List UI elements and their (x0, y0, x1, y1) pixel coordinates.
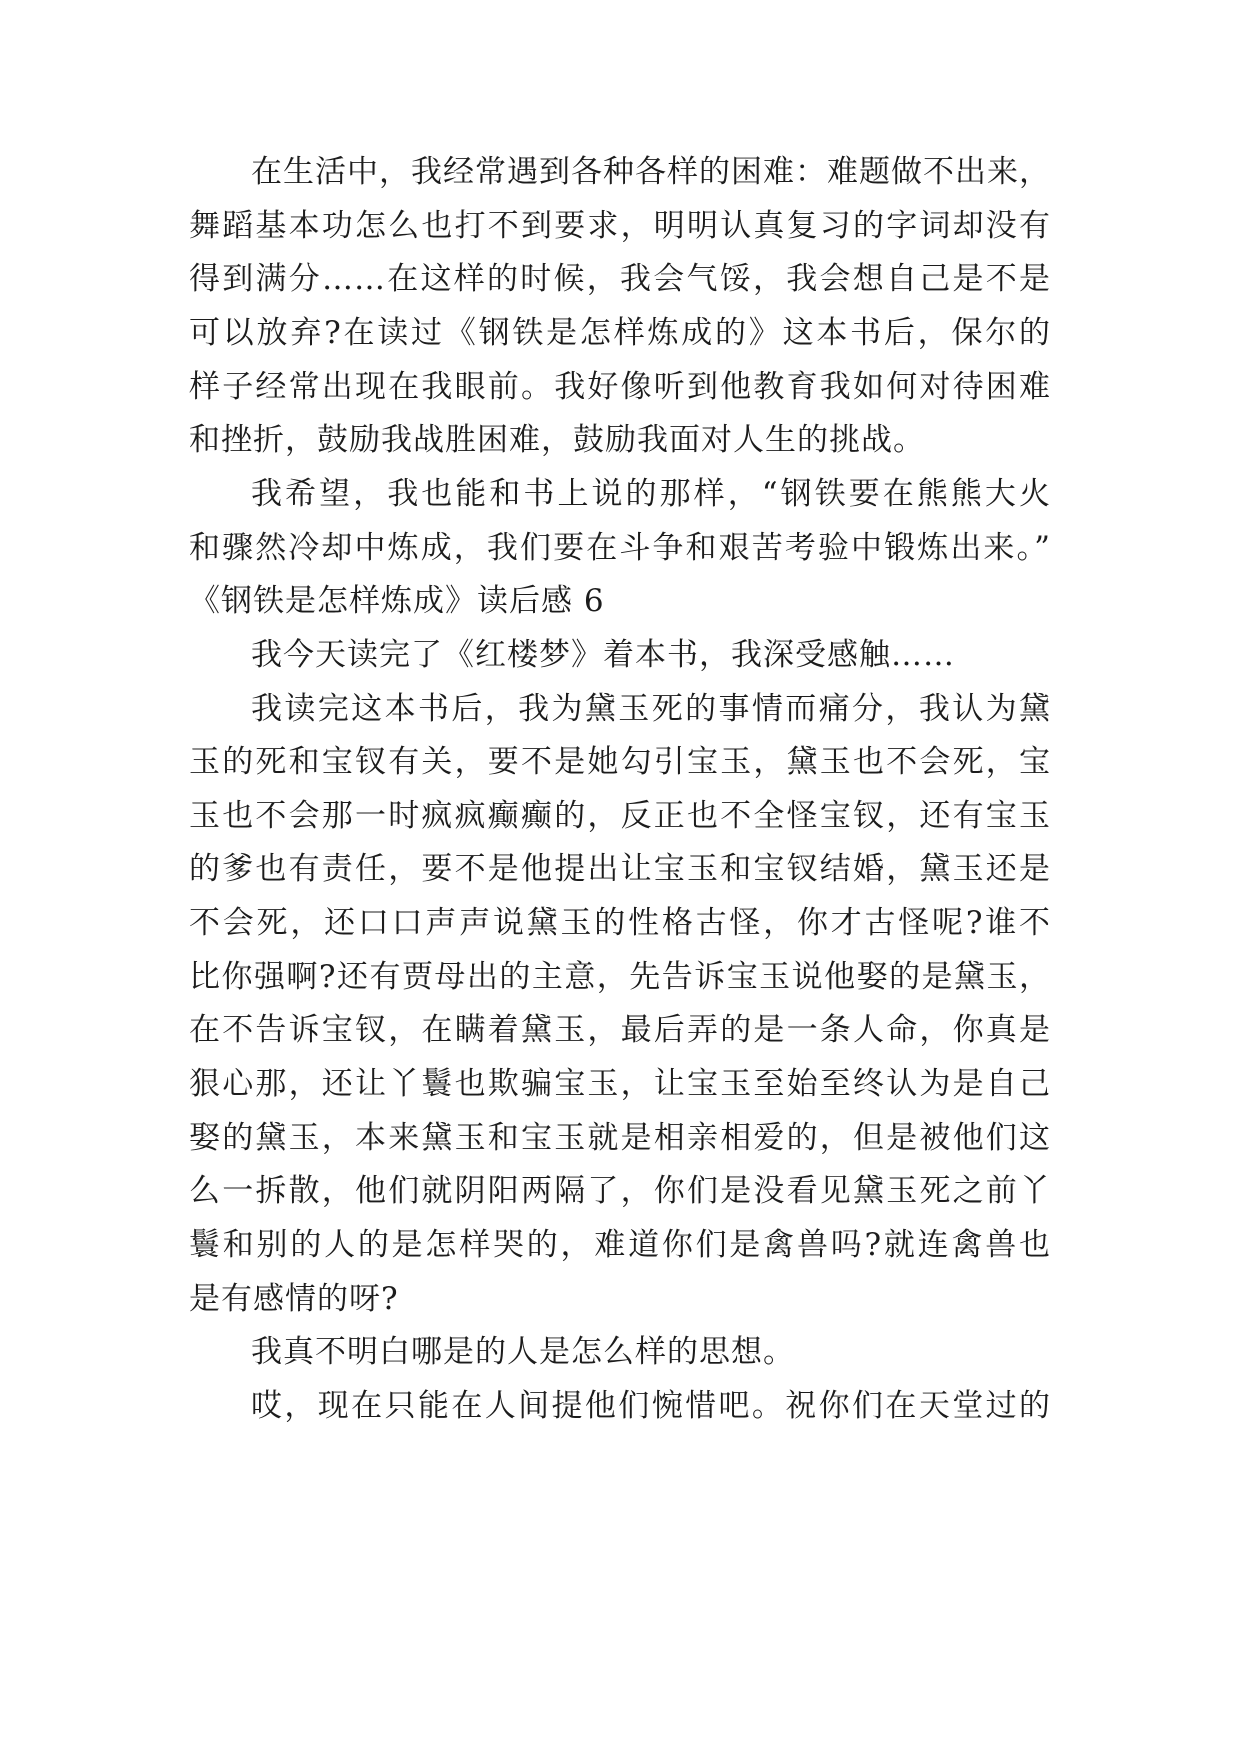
text-line: 么一拆散，他们就阴阳两隔了，你们是没看见黛玉死之前丫 (189, 1173, 1051, 1209)
text-line: 比你强啊?还有贾母出的主意，先告诉宝玉说他娶的是黛玉， (189, 959, 1051, 995)
text-line: 我希望，我也能和书上说的那样，“钢铁要在熊熊大火 (251, 476, 1051, 512)
section-heading: 《钢铁是怎样炼成》读后感 6 (189, 583, 605, 619)
text-line: 是有感情的呀? (189, 1281, 399, 1317)
text-line: 和挫折，鼓励我战胜困难，鼓励我面对人生的挑战。 (189, 422, 925, 458)
text-line: 在不告诉宝钗，在瞒着黛玉，最后弄的是一条人命，你真是 (189, 1012, 1051, 1048)
text-line: 可以放弃?在读过《钢铁是怎样炼成的》这本书后，保尔的 (189, 315, 1051, 351)
text-line: 鬟和别的人的是怎样哭的，难道你们是禽兽吗?就连禽兽也 (189, 1227, 1051, 1263)
text-line: 的爹也有责任，要不是他提出让宝玉和宝钗结婚，黛玉还是 (189, 851, 1051, 887)
text-line: 我真不明白哪是的人是怎么样的思想。 (251, 1334, 795, 1370)
text-line: 样子经常出现在我眼前。我好像听到他教育我如何对待困难 (189, 369, 1051, 405)
text-line: 我读完这本书后，我为黛玉死的事情而痛分，我认为黛 (251, 691, 1051, 727)
text-line: 狠心那，还让丫鬟也欺骗宝玉，让宝玉至始至终认为是自己 (189, 1066, 1051, 1102)
text-line: 娶的黛玉，本来黛玉和宝玉就是相亲相爱的，但是被他们这 (189, 1120, 1051, 1156)
text-line: 哎，现在只能在人间提他们惋惜吧。祝你们在天堂过的 (251, 1388, 1051, 1424)
text-line: 玉也不会那一时疯疯癫癫的，反正也不全怪宝钗，还有宝玉 (189, 798, 1051, 834)
text-line: 舞蹈基本功怎么也打不到要求，明明认真复习的字词却没有 (189, 208, 1051, 244)
text-line: 玉的死和宝钗有关，要不是她勾引宝玉，黛玉也不会死，宝 (189, 744, 1051, 780)
text-line: 在生活中，我经常遇到各种各样的困难：难题做不出来， (251, 154, 1051, 190)
text-line: 我今天读完了《红楼梦》着本书，我深受感触…… (251, 637, 955, 673)
text-line: 得到满分……在这样的时候，我会气馁，我会想自己是不是 (189, 261, 1051, 297)
text-line: 和骤然冷却中炼成，我们要在斗争和艰苦考验中锻炼出来。” (189, 530, 1051, 566)
text-line: 不会死，还口口声声说黛玉的性格古怪，你才古怪呢?谁不 (189, 905, 1051, 941)
